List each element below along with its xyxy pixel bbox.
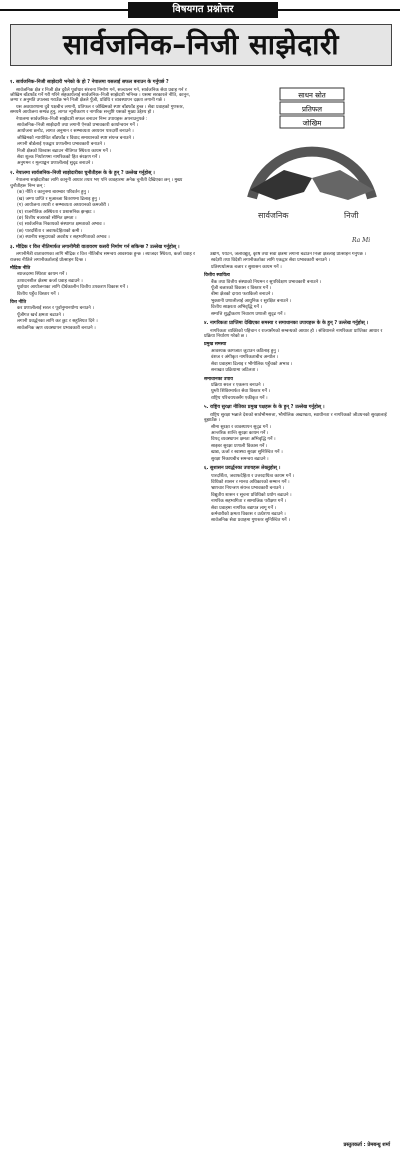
list-item: • विधिको शासन र मानव अधिकारको सम्मान गर्ने ।: [211, 480, 390, 485]
list-item: • जोखिमको न्यायोचित बाँडफाँड र विवाद समाधानको स्पष्ट संयन्त्र बनाउने ।: [17, 136, 196, 141]
list-item: • सार्वजनिक–निजी साझेदारी तथा लगानी ऐनको प्रभावकारी कार्यान्वयन गर्ने ।: [17, 123, 196, 128]
question-heading: ३. मौद्रिक र वित्त नीतिमार्फत लगानीमैत्री वातावरण कसरी निर्माण गर्न सकिन्छ ? उल्लेख गर्नुहोस् ।: [10, 244, 180, 250]
list-item: • विपद् व्यवस्थापन क्षमता अभिवृद्धि गर्ने ।: [211, 437, 390, 442]
list-item: • आन्तरिक शान्ति सुरक्षा कायम गर्ने ।: [211, 431, 390, 436]
bullet-list: [204, 474, 390, 524]
list-item: • सीमा सुरक्षा र व्यवस्थापन सुदृढ गर्ने ।: [211, 425, 390, 430]
list-item: • उत्पादनशील क्षेत्रमा कर्जा प्रवाह बढाउने ।: [17, 279, 196, 284]
list-item: • सेवा प्रवाहमा ढिलाइ र भौगोलिक पहुँचको अभाव ।: [211, 362, 390, 367]
label-public: सार्वजनिक: [258, 211, 289, 220]
list-item: • वित्तीय साक्षरता अभिवृद्धि गर्ने ।: [211, 305, 390, 310]
paragraph: उद्योग, पर्यटन, जलविद्युत्, कृषि तथा सेवा क्षेत्रमा लगानी बढाउन निजी क्षेत्रलाई प्रोत्साहन गर्नुपर्छ ।: [210, 252, 366, 257]
list-item: • लगानी बोर्डलाई एकद्वार प्रणालीमा प्रभावकारी बनाउने ।: [17, 142, 196, 147]
subheading: मौद्रिक नीति: [10, 265, 31, 271]
paragraph: नेपालमा साझेदारीका लागि कानुनी आधार तयार भए पनि व्यवहारमा अनेक चुनौती देखिएका छन् । मुख्य चुनौतीहरू निम्न छन् :: [10, 178, 183, 189]
left-column: [10, 76, 196, 1138]
list-item: • राष्ट्रिय परिचयपत्रसँग एकीकृत गर्ने ।: [211, 396, 390, 401]
subheading: वित्तीय स्थायित्व: [204, 273, 230, 279]
label-resources: साधन स्रोत: [298, 91, 326, 100]
list-item: • (ख) जग्गा प्राप्ति र मुआब्जा वितरणमा ढिलाइ हुनु ।: [17, 197, 196, 202]
list-item: • प्रतिस्पर्धात्मक बजार र सुशासन कायम गर्ने ।: [211, 265, 390, 270]
list-item: • सेवा प्रवाहमा नागरिक बडापत्र लागू गर्ने ।: [211, 506, 390, 511]
bullet-list: [204, 258, 390, 270]
label-private: निजी: [344, 211, 359, 220]
list-item: • पूर्वाधार आयोजनाका लागि दीर्घकालीन वित्तीय उपकरण विकास गर्ने ।: [17, 285, 196, 290]
subheading: वित्त नीति: [10, 299, 27, 305]
list-item: • घुम्ती शिविरमार्फत सेवा विस्तार गर्ने ।: [211, 389, 390, 394]
page-title: सार्वजनिक–निजी साझेदारी: [62, 28, 340, 61]
label-risk: जोखिम: [302, 119, 322, 128]
bullet-list: [10, 123, 196, 167]
paragraph: नागरिकता व्यक्तिको पहिचान र राज्यसँगको सम्बन्धको आधार हो । संविधानले नागरिकता प्राप्तिका आधार र प्रक्रिया निर्धारण गरेको छ ।: [204, 328, 383, 340]
bullet-list: [10, 272, 196, 297]
bullet-list: [204, 280, 390, 317]
title-banner: [10, 24, 392, 66]
list-item: • साइबर सुरक्षा प्रणाली विकास गर्ने ।: [211, 444, 390, 449]
list-item: • (घ) राजनीतिक अस्थिरता र प्रशासनिक झन्झट ।: [17, 210, 196, 215]
list-item: • पूँजी बजारको विकास र विस्तार गर्ने ।: [211, 286, 390, 291]
subheading: प्रमुख समस्या: [204, 342, 227, 348]
list-item: • वित्तीय पहुँच विस्तार गर्ने ।: [17, 292, 196, 297]
list-item: • वंशज र अंगीकृत नागरिकताबीच अन्योल ।: [211, 355, 390, 360]
list-item: • सुरक्षा निकायबीच समन्वय बढाउने ।: [211, 457, 390, 462]
bullet-list: [10, 306, 196, 331]
list-item: • (च) सार्वजनिक निकायको संस्थागत क्षमताको अभाव ।: [17, 222, 196, 227]
artist-signature: Ra Mi: [352, 237, 371, 244]
list-item: • पारदर्शिता, जवाफदेहिता र उत्तरदायित्व कायम गर्ने ।: [211, 474, 390, 479]
paragraph: यस अवधारणामा दुवै पक्षबीच लगानी, प्रतिफल र जोखिमको स्पष्ट बाँडफाँड हुन्छ । सेवा प्रवाहको गुणस्तर, समयमै आयोजना सम्पन्न हुनु, लागत न्यूनीकरण र नागरिक सन्तुष्टि यसको मुख्य उद्देश्य हो ।: [10, 104, 185, 116]
list-item: • बीमा क्षेत्रको दायरा फराकिलो बनाउने ।: [211, 292, 390, 297]
paragraph: राष्ट्रिय सुरक्षा भन्नाले देशको सार्वभौमसत्ता, भौगोलिक अखण्डता, स्वाधीनता र नागरिकको जीउधनको सुरक्षालाई बुझाउँछ ।: [204, 412, 387, 424]
paragraph: सार्वजनिक क्षेत्र र निजी क्षेत्र दुवैले पूर्वाधार संरचना निर्माण गर्न, सञ्चालन गर्न, सार्वजनिक सेवा प्रवाह गर्न र जोखिम बाँडफाँड गर्ने गरी गरिने सहकार्यलाई सार्वजनिक–निजी साझेदारी भनिन्छ । यसमा सरकारले नीति, कानुन, जग्गा र अनुमति उपलब्ध गराउँछ भने निजी क्षेत्रले पुँजी, प्रविधि र व्यवस्थापन दक्षता लगानी गर्छ ।: [10, 87, 191, 104]
list-item: • पूँजीगत खर्च क्षमता बढाउने ।: [17, 313, 196, 318]
author-credit: प्रस्तुतकर्ता : प्रेमबन्धु शर्मा: [343, 1142, 390, 1148]
question-heading: २. नेपालमा सार्वजनिक–निजी साझेदारीका चुनौतीहरू के के हुन् ? उल्लेख गर्नुहोस् ।: [10, 170, 155, 176]
list-item: • सार्वजनिक ऋण व्यवस्थापन प्रभावकारी बनाउने ।: [17, 326, 196, 331]
list-item: • आयोजना छनोट, लागत अनुमान र सम्भाव्यता अध्ययन पारदर्शी बनाउने ।: [17, 129, 196, 134]
list-item: • अनुगमन र मूल्याङ्कन प्रणालीलाई सुदृढ बनाउने ।: [17, 161, 196, 166]
question-heading: ४. नागरिकता प्राप्तिमा देखिएका समस्या र समाधानका उपायहरू के के हुन् ? उल्लेख गर्नुहोस् ।: [204, 321, 369, 327]
question-heading: ५. राष्ट्रिय सुरक्षा नीतिका प्रमुख पक्षहरू के के हुन् ? उल्लेख गर्नुहोस् ।: [204, 405, 325, 411]
label-returns: प्रतिफल: [302, 105, 322, 114]
list-item: • भुक्तानी प्रणालीलाई आधुनिक र सुरक्षित बनाउने ।: [211, 299, 390, 304]
section-label: विषयगत प्रश्नोत्तर: [128, 2, 278, 18]
list-item: • निजी क्षेत्रको विश्वास बढाउन नीतिगत स्थिरता कायम गर्ने ।: [17, 149, 196, 154]
paragraph: लगानीमैत्री वातावरणका लागि मौद्रिक र वित्त नीतिबीच समन्वय आवश्यक हुन्छ । ब्याजदर स्थिरता, कर्जा प्रवाह र राजस्व नीतिले लगानीकर्तालाई प्रोत्साहन दिन्छ ।: [10, 252, 195, 263]
bullet-list: [10, 190, 196, 240]
list-item: • सेवा शुल्क निर्धारणमा नागरिकको हित संरक्षण गर्ने ।: [17, 155, 196, 160]
subheading: समाधानका उपाय: [204, 376, 233, 382]
list-item: • (क) नीति र कानुनमा बारम्बार परिवर्तन हुनु ।: [17, 190, 196, 195]
question-heading: ६. सुशासन प्रवर्द्धनका उपायहरू लेख्नुहोस् ।: [204, 465, 281, 471]
question-heading: १. सार्वजनिक–निजी साझेदारी भनेको के हो ? नेपालमा यसलाई सफल बनाउन के गर्नुपर्छ ?: [10, 80, 169, 85]
list-item: • (छ) पारदर्शिता र जवाफदेहिताको कमी ।: [17, 229, 196, 234]
list-item: • कर प्रणालीलाई सरल र पूर्वानुमानयोग्य बनाउने ।: [17, 306, 196, 311]
partnership-illustration: [232, 78, 392, 248]
list-item: • सनाखत प्रक्रियामा जटिलता ।: [211, 368, 390, 373]
list-item: • भ्रष्टाचार नियन्त्रण संयन्त्र प्रभावकारी बनाउने ।: [211, 486, 390, 491]
list-item: • बैंक तथा वित्तीय संस्थाको नियमन र सुपरिवेक्षण प्रभावकारी बनाउने ।: [211, 280, 390, 285]
list-item: • खाद्य, ऊर्जा र स्वास्थ्य सुरक्षा सुनिश्चित गर्ने ।: [211, 450, 390, 455]
list-item: • (ङ) वित्तीय बजारको सीमित क्षमता ।: [17, 216, 196, 221]
list-item: • विद्युतीय शासन र सूचना प्रविधिको प्रयोग बढाउने ।: [211, 493, 390, 498]
bullet-list: [204, 349, 390, 374]
list-item: • ब्याजदरमा स्थिरता कायम गर्ने ।: [17, 272, 196, 277]
list-item: • सम्पत्ति शुद्धीकरण निवारण प्रणाली सुदृढ गर्ने ।: [211, 312, 390, 317]
list-item: • लगानी प्रवर्द्धनका लागि कर छुट र सहुलियत दिने ।: [17, 319, 196, 324]
list-item: • आवश्यक कागजात जुटाउन कठिनाइ हुनु ।: [211, 349, 390, 354]
list-item: • नागरिक सहभागिता र सामाजिक परीक्षण गर्ने ।: [211, 499, 390, 504]
list-item: • कर्मचारीको क्षमता विकास र उत्प्रेरणा बढाउने ।: [211, 512, 390, 517]
paragraph: नेपालमा सार्वजनिक–निजी साझेदारी सफल बनाउन निम्न उपायहरू अपनाउनुपर्छ :: [16, 116, 148, 122]
bullet-list: [204, 425, 390, 462]
list-item: • सार्वजनिक सेवा प्रवाहमा गुणस्तर सुनिश्चित गर्ने ।: [211, 518, 390, 523]
list-item: • प्रक्रिया सरल र एकरूप बनाउने ।: [211, 383, 390, 388]
right-column: [204, 252, 390, 1138]
section-header: [0, 0, 400, 20]
list-item: • (ग) आयोजना तयारी र सम्भाव्यता अध्ययनको कमजोरी ।: [17, 203, 196, 208]
bullet-list: [204, 383, 390, 401]
list-item: • (ज) स्थानीय समुदायको अवरोध र सहभागिताको अभाव ।: [17, 235, 196, 240]
list-item: • स्वदेशी तथा विदेशी लगानीकर्ताका लागि एकद्वार सेवा प्रभावकारी बनाउने ।: [211, 258, 390, 263]
